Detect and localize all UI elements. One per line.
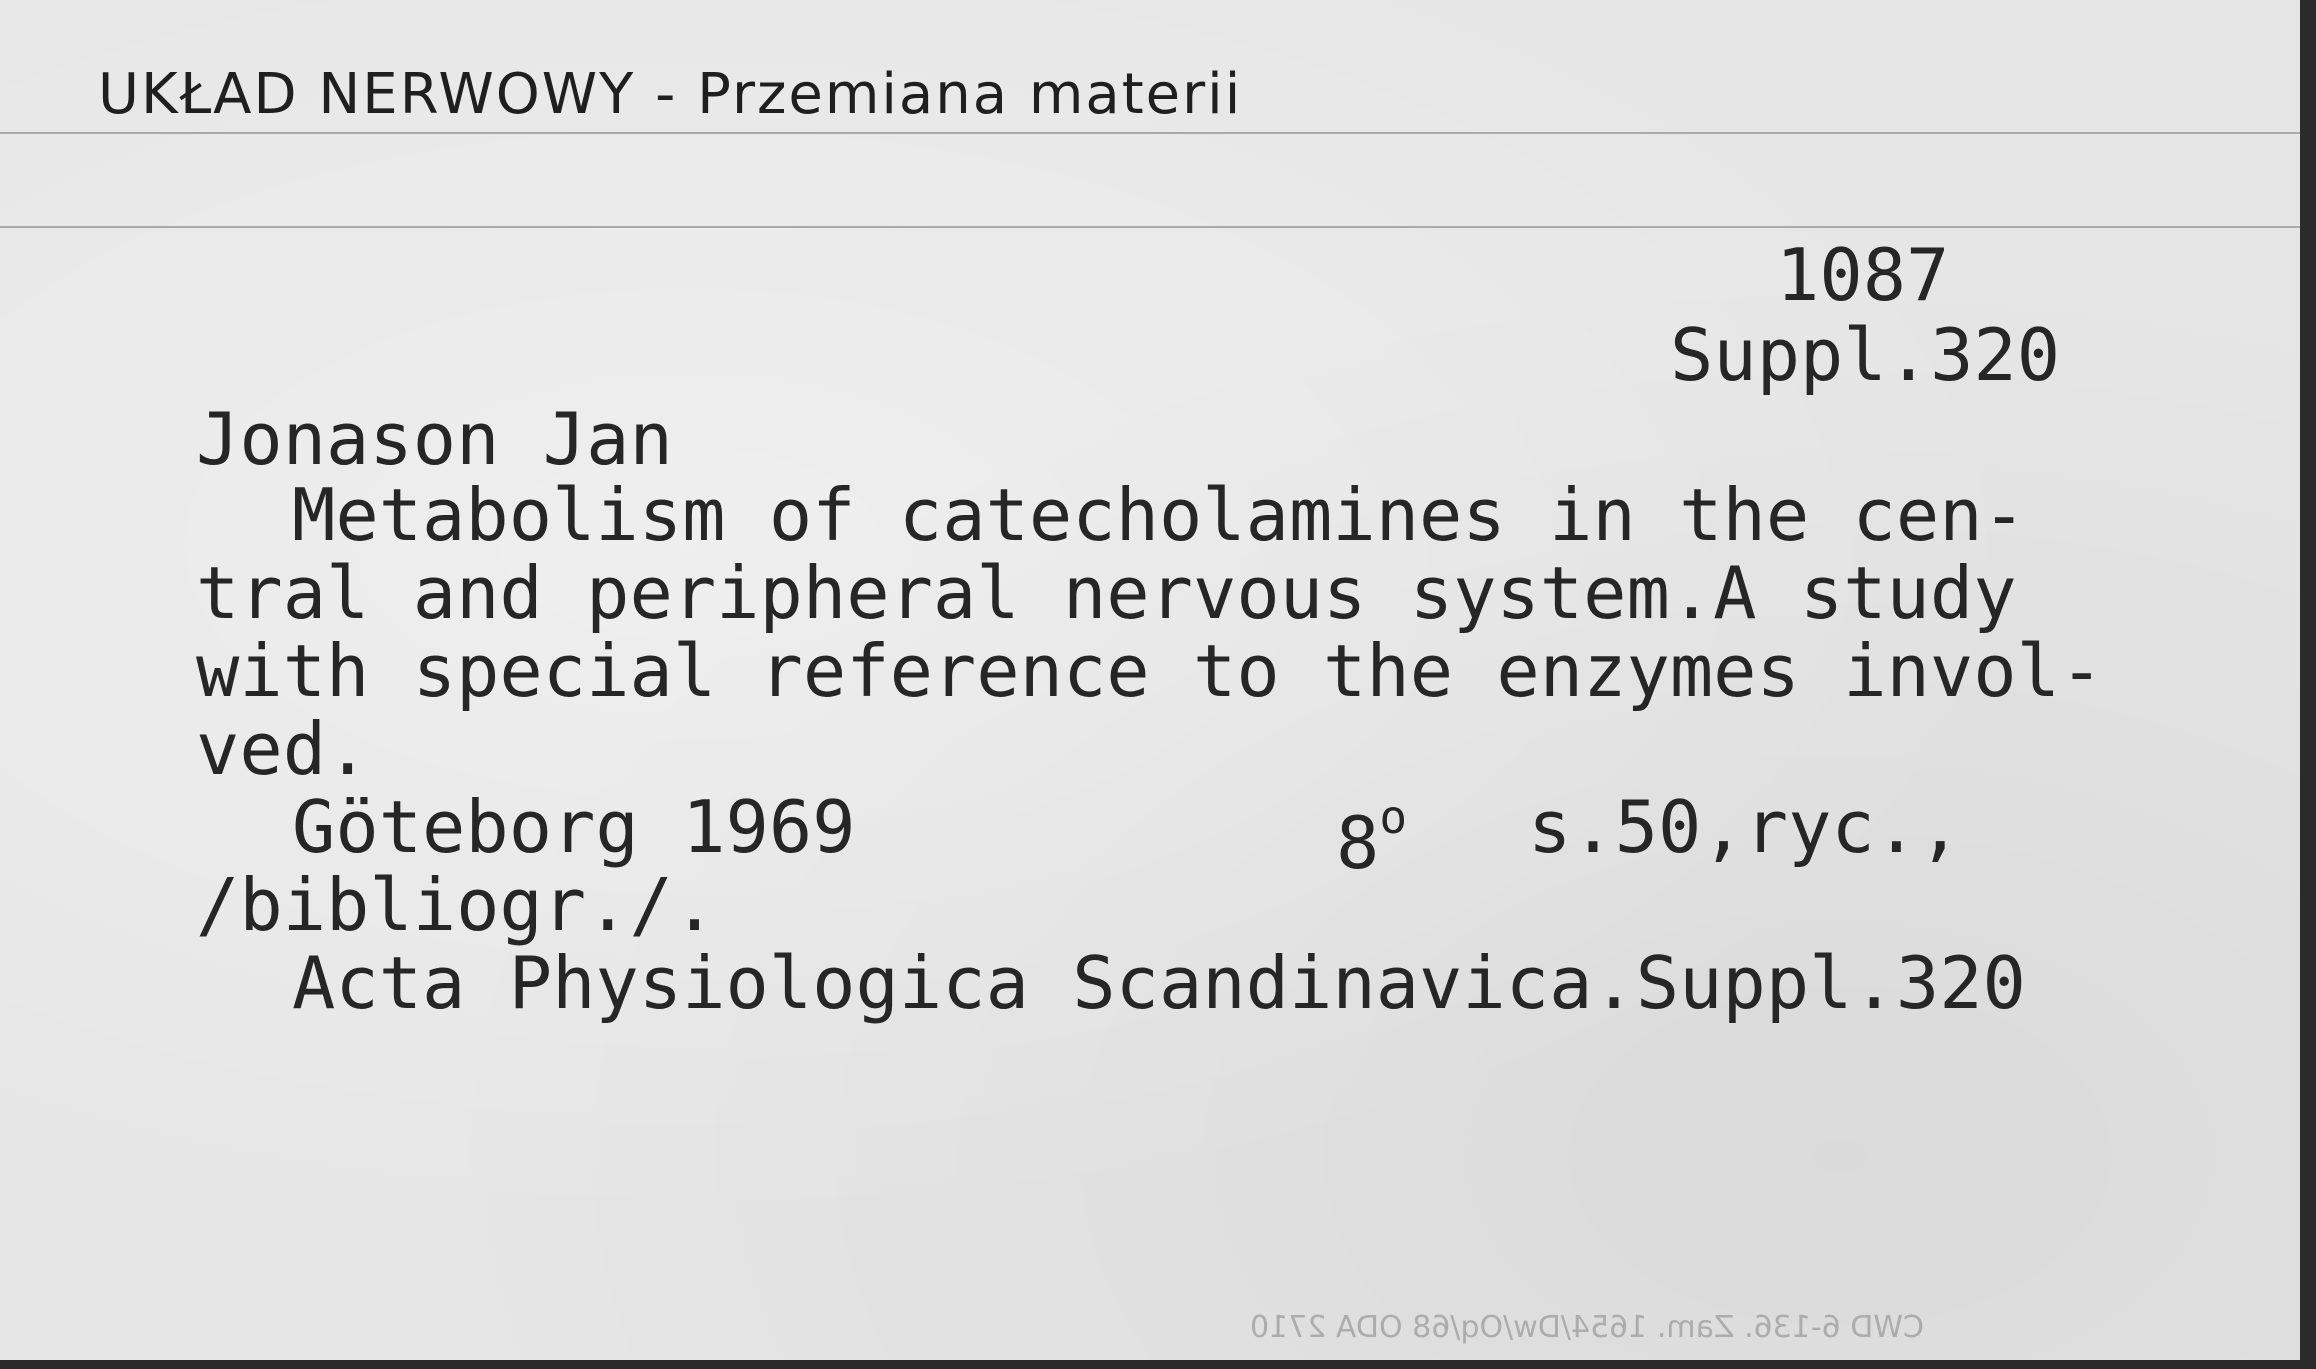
card-right-shadow bbox=[2300, 0, 2316, 1369]
subject-heading: UKŁAD NERWOWY - Przemiana materii bbox=[98, 62, 1243, 127]
printer-imprint: CWD 6-136. Zam. 1654/Dw/Oq/68 ODA 2710 bbox=[1250, 1310, 1924, 1345]
pagination: s.50,ryc., bbox=[1528, 785, 1962, 869]
title-line-4: ved. bbox=[196, 707, 370, 791]
bibliography-note: /bibliogr./. bbox=[196, 863, 717, 947]
call-number: 1087 bbox=[1776, 233, 1950, 317]
author: Jonason Jan bbox=[196, 397, 673, 481]
title-block bbox=[196, 473, 2104, 791]
card-rule-bottom bbox=[0, 226, 2300, 228]
format-superscript: o bbox=[1379, 790, 1408, 844]
title-line-1: Metabolism of catecholamines in the cen- bbox=[292, 473, 2026, 557]
series-statement: Acta Physiologica Scandinavica.Suppl.320 bbox=[292, 941, 2026, 1025]
title-line-2: tral and peripheral nervous system.A study bbox=[196, 551, 2017, 635]
title-line-3: with special reference to the enzymes invol- bbox=[196, 629, 2104, 713]
format bbox=[1336, 788, 1408, 885]
call-number-supplement: Suppl.320 bbox=[1670, 313, 2061, 397]
card-rule-top bbox=[0, 132, 2300, 134]
format-base: 8 bbox=[1336, 801, 1380, 885]
imprint-place-year: Göteborg 1969 bbox=[292, 785, 856, 869]
card-bottom-shadow bbox=[0, 1360, 2316, 1369]
